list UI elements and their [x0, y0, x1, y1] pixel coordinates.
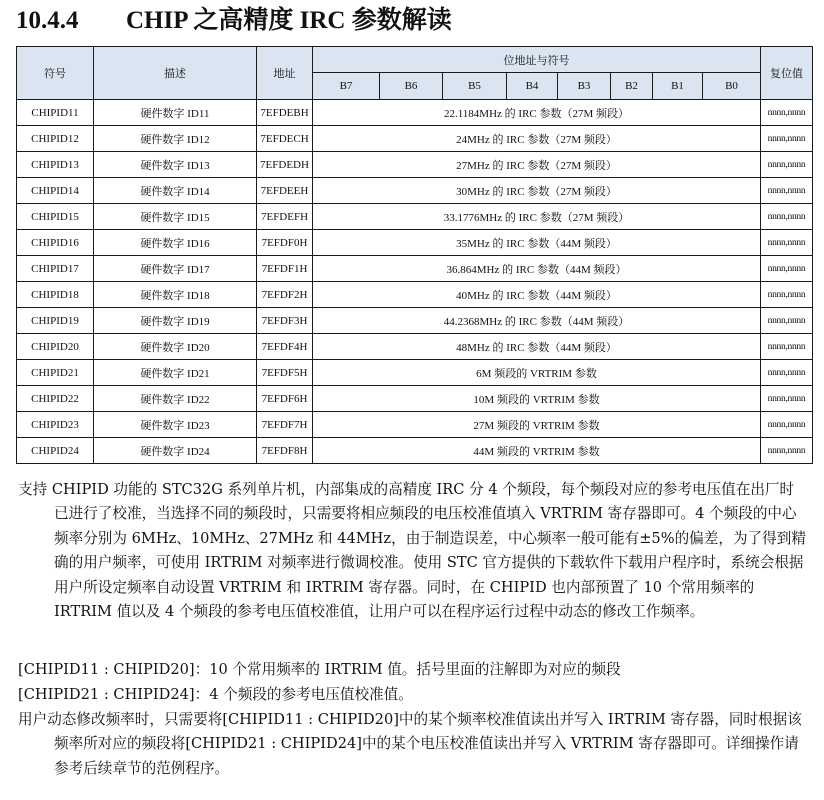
header-bit-b5: B5: [443, 73, 507, 100]
table-row: [17, 204, 813, 230]
cell-description: 硬件数字 ID16: [94, 230, 257, 256]
header-description: 描述: [94, 47, 257, 100]
table-row: [17, 152, 813, 178]
cell-symbol: CHIPID20: [17, 334, 94, 360]
intro-paragraph: 支持 CHIPID 功能的 STC32G 系列单片机，内部集成的高精度 IRC 分 4 个频段，每个频段对应的参考电压值在出厂时已进行了校准，当选择不同的频段时，只需要将相应频段的电压校准值填入 VRTRIM 寄存器即可。4 个频段的中心频率分别为 6MHz、10MHz、27MHz 和 44MHz，由于制造误差，中心频率一般可能有±5%的偏差，为了得到精确的用户频率，可使用 IRTRIM 对频率进行微调校准。使用 STC 官方提供的下载软件下载用户程序时，系统会根据用户所设定频率自动设置 VRTRIM 和 IRTRIM 寄存器。同时，在 CHIPID 也内部预置了 10 个常用频率的 IRTRIM 值以及 4 个频段的参考电压值校准值，让用户可以在程序运行过程中动态的修改工作频率。: [18, 481, 806, 621]
table-row: [17, 282, 813, 308]
table-row: [17, 360, 813, 386]
cell-address: 7EFDECH: [257, 126, 313, 152]
cell-symbol: CHIPID14: [17, 178, 94, 204]
cell-reset: nnnn,nnnn: [761, 204, 813, 230]
note-chipid11-20: [CHIPID11 : CHIPID20]：10 个常用频率的 IRTRIM 值。括号里面的注解即为对应的频段: [18, 661, 621, 678]
header-bit-b0: B0: [703, 73, 761, 100]
cell-reset: nnnn,nnnn: [761, 386, 813, 412]
cell-address: 7EFDF8H: [257, 438, 313, 464]
cell-reset: nnnn,nnnn: [761, 282, 813, 308]
cell-bits-content: 36.864MHz 的 IRC 参数（44M 频段）: [313, 256, 761, 282]
cell-address: 7EFDEDH: [257, 152, 313, 178]
header-symbol: 符号: [17, 47, 94, 100]
usage-paragraph: 用户动态修改频率时，只需要将[CHIPID11 : CHIPID20]中的某个频率校准值读出并写入 IRTRIM 寄存器，同时根据该频率所对应的频段将[CHIPID21 : CHIPID24]中的某个电压校准值读出并写入 VRTRIM 寄存器即可。详细操作请参考后续章节的范例程序。: [18, 711, 802, 777]
cell-bits-content: 48MHz 的 IRC 参数（44M 频段）: [313, 334, 761, 360]
cell-description: 硬件数字 ID24: [94, 438, 257, 464]
cell-symbol: CHIPID21: [17, 360, 94, 386]
cell-reset: nnnn,nnnn: [761, 100, 813, 126]
cell-address: 7EFDEFH: [257, 204, 313, 230]
cell-address: 7EFDEEH: [257, 178, 313, 204]
cell-address: 7EFDF1H: [257, 256, 313, 282]
cell-bits-content: 30MHz 的 IRC 参数（27M 频段）: [313, 178, 761, 204]
header-bit-b7: B7: [313, 73, 380, 100]
cell-description: 硬件数字 ID20: [94, 334, 257, 360]
table-row: [17, 386, 813, 412]
table-row: [17, 230, 813, 256]
cell-bits-content: 24MHz 的 IRC 参数（27M 频段）: [313, 126, 761, 152]
cell-bits-content: 44.2368MHz 的 IRC 参数（44M 频段）: [313, 308, 761, 334]
header-bits-group: 位地址与符号: [313, 47, 761, 73]
cell-description: 硬件数字 ID11: [94, 100, 257, 126]
section-number: 10.4.4: [16, 7, 79, 34]
cell-description: 硬件数字 ID17: [94, 256, 257, 282]
cell-reset: nnnn,nnnn: [761, 178, 813, 204]
cell-description: 硬件数字 ID23: [94, 412, 257, 438]
cell-symbol: CHIPID17: [17, 256, 94, 282]
cell-description: 硬件数字 ID13: [94, 152, 257, 178]
cell-reset: nnnn,nnnn: [761, 126, 813, 152]
cell-symbol: CHIPID22: [17, 386, 94, 412]
table-row: [17, 308, 813, 334]
cell-reset: nnnn,nnnn: [761, 438, 813, 464]
cell-symbol: CHIPID16: [17, 230, 94, 256]
header-reset: 复位值: [761, 47, 813, 100]
cell-reset: nnnn,nnnn: [761, 308, 813, 334]
cell-description: 硬件数字 ID21: [94, 360, 257, 386]
header-bit-b4: B4: [507, 73, 558, 100]
cell-symbol: CHIPID13: [17, 152, 94, 178]
cell-bits-content: 27MHz 的 IRC 参数（27M 频段）: [313, 152, 761, 178]
cell-description: 硬件数字 ID12: [94, 126, 257, 152]
header-bit-b3: B3: [558, 73, 611, 100]
cell-description: 硬件数字 ID22: [94, 386, 257, 412]
cell-symbol: CHIPID12: [17, 126, 94, 152]
table-row: [17, 178, 813, 204]
cell-bits-content: 6M 频段的 VRTRIM 参数: [313, 360, 761, 386]
cell-reset: nnnn,nnnn: [761, 230, 813, 256]
cell-bits-content: 33.1776MHz 的 IRC 参数（27M 频段）: [313, 204, 761, 230]
cell-reset: nnnn,nnnn: [761, 360, 813, 386]
header-bit-b1: B1: [653, 73, 703, 100]
cell-symbol: CHIPID18: [17, 282, 94, 308]
table-row: [17, 438, 813, 464]
cell-reset: nnnn,nnnn: [761, 152, 813, 178]
cell-bits-content: 27M 频段的 VRTRIM 参数: [313, 412, 761, 438]
table-row: [17, 334, 813, 360]
table-row: [17, 100, 813, 126]
cell-reset: nnnn,nnnn: [761, 412, 813, 438]
cell-description: 硬件数字 ID14: [94, 178, 257, 204]
cell-symbol: CHIPID15: [17, 204, 94, 230]
cell-reset: nnnn,nnnn: [761, 334, 813, 360]
cell-address: 7EFDF6H: [257, 386, 313, 412]
header-bit-b2: B2: [611, 73, 653, 100]
cell-symbol: CHIPID24: [17, 438, 94, 464]
cell-bits-content: 40MHz 的 IRC 参数（44M 频段）: [313, 282, 761, 308]
cell-address: 7EFDF5H: [257, 360, 313, 386]
cell-bits-content: 22.1184MHz 的 IRC 参数（27M 频段）: [313, 100, 761, 126]
cell-description: 硬件数字 ID19: [94, 308, 257, 334]
header-bit-b6: B6: [380, 73, 443, 100]
cell-bits-content: 44M 频段的 VRTRIM 参数: [313, 438, 761, 464]
cell-description: 硬件数字 ID15: [94, 204, 257, 230]
cell-bits-content: 35MHz 的 IRC 参数（44M 频段）: [313, 230, 761, 256]
cell-address: 7EFDF2H: [257, 282, 313, 308]
cell-reset: nnnn,nnnn: [761, 256, 813, 282]
chipid-register-table: [16, 46, 813, 464]
cell-bits-content: 10M 频段的 VRTRIM 参数: [313, 386, 761, 412]
cell-symbol: CHIPID23: [17, 412, 94, 438]
header-address: 地址: [257, 47, 313, 100]
cell-address: 7EFDF4H: [257, 334, 313, 360]
cell-symbol: CHIPID19: [17, 308, 94, 334]
cell-address: 7EFDF3H: [257, 308, 313, 334]
cell-description: 硬件数字 ID18: [94, 282, 257, 308]
cell-address: 7EFDF0H: [257, 230, 313, 256]
section-heading: [16, 4, 452, 38]
note-chipid21-24: [CHIPID21 : CHIPID24]：4 个频段的参考电压值校准值。: [18, 686, 413, 703]
table-row: [17, 126, 813, 152]
cell-symbol: CHIPID11: [17, 100, 94, 126]
table-row: [17, 256, 813, 282]
table-row: [17, 412, 813, 438]
section-title: CHIP 之高精度 IRC 参数解读: [126, 7, 452, 34]
cell-address: 7EFDEBH: [257, 100, 313, 126]
cell-address: 7EFDF7H: [257, 412, 313, 438]
